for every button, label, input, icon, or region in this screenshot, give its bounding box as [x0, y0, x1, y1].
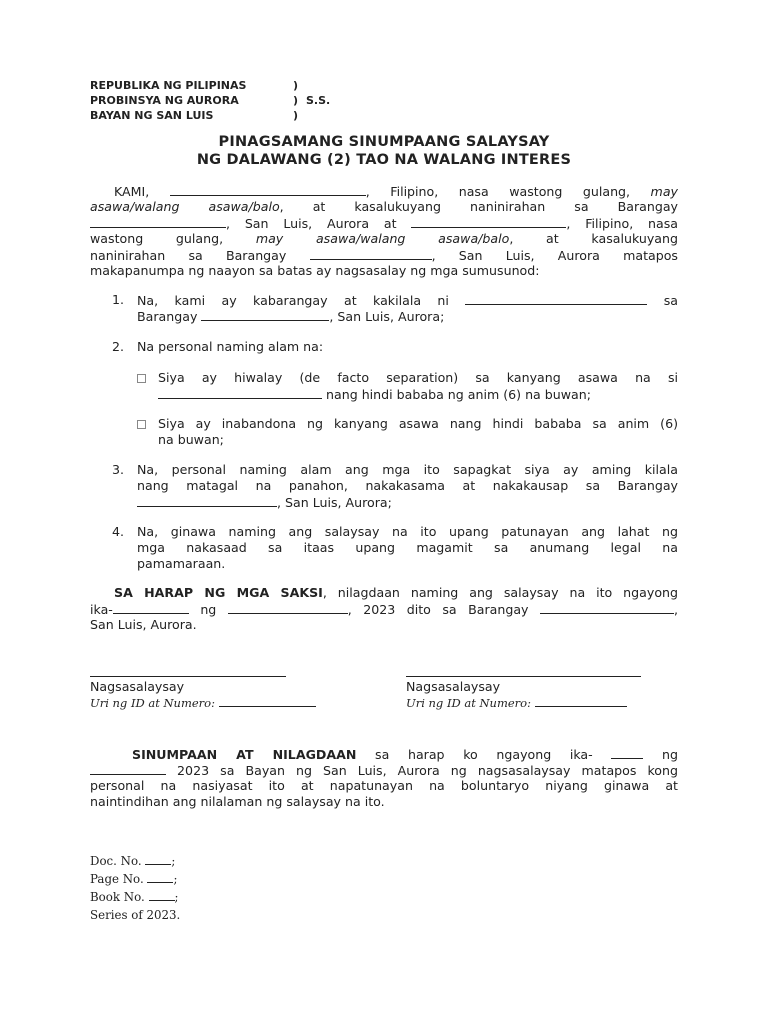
- header-row-republika: [90, 78, 390, 93]
- document-title-line2: NG DALAWANG (2) TAO NA WALANG INTERES: [196, 152, 572, 168]
- month-blank[interactable]: [228, 601, 348, 614]
- header-bayan: BAYAN NG SAN LUIS: [90, 109, 214, 122]
- intro-line-1: KAMI, , Filipino, nasa wastong gulang, may: [114, 184, 678, 199]
- name-blank[interactable]: [411, 215, 566, 228]
- document-page: REPUBLIKA NG PILIPINAS ) PROBINSYA NG AURORA ) S.S. BAYAN NG SAN LUIS ) PINAGSAMANG SINUMPAANG SALAYSAY NG DALAWANG (2) TAO NA WALANG INTERES KAMI, , Filipino, nasa wastong gulang, may asawa/walang asawa/balo, at kasalukuyang naninirahan sa Barangay , San Luis, Aurora at , Filipino, nasa wastong gulang, may asawa/walang asawa/balo, at kasalukuyang naninirahan sa Barangay , San Luis, Aurora matapos makapanumpa ng naayon sa batas ay nagsasalay ng mga sumusunod: 1. Na, kami ay kabarangay at kakilala ni sa Barangay , San Luis, Aurora; 2. Na personal naming alam na: Siya ay hiwalay (de facto separation) sa kanyang asawa na si nang hindi bababa ng anim (6) na buwan; Siya ay inabandona ng kanyang asawa nang hindi bababa sa anim (6) na buwan; 3. Na, personal naming alam ang mga ito sapagkat siya ay aming kilala nang matagal na panahon, nakakasama at nakakausap sa Barangay , San Luis, Aurora; 4. Na, ginawa naming ang salaysay na ito upang patunayan ang lahat ng mga nakasaad sa itaas upang magamit sa anumang legal na pamamaraan. SA HARAP NG MGA SAKSI, nilagdaan naming ang salaysay na ito ngayong ika- ng , 2023 dito sa Barangay , San Luis, Aurora. Nagsasalaysay Nagsasalaysay Uri ng ID at Numero: Uri ng ID at Numero: SINUMPAAN AT NILAGDAAN sa harap ko ngayong ika- ng 2023 sa Bayan ng San Luis, Aurora ng nagsasalaysay matapos kong personal na nasiyasat ito at napatunayan na boluntaryo niyang ginawa at naintindihan ang nilalaman ng salaysay na ito. Doc. No. ; Page No. ; Book No. ; Series of 2023.: [0, 0, 768, 1024]
- witness-paragraph: SA HARAP NG MGA SAKSI, nilagdaan naming ang salaysay na ito ngayong ika- ng , 2023 dito sa Barangay , San Luis, Aurora.: [90, 585, 678, 632]
- affiant-label-left: Nagsasalaysay: [90, 679, 185, 694]
- checkbox[interactable]: [137, 374, 146, 383]
- header-probinsya: PROBINSYA NG AURORA: [90, 94, 239, 107]
- id-label-right: Uri ng ID at Numero:: [406, 695, 627, 711]
- barangay-blank[interactable]: [137, 494, 277, 507]
- barangay-blank[interactable]: [90, 215, 226, 228]
- name-blank[interactable]: [465, 292, 647, 305]
- barangay-blank[interactable]: [201, 308, 329, 321]
- intro-line-2: asawa/walang asawa/balo, at kasalukuyang naninirahan sa Barangay: [90, 199, 678, 214]
- spouse-name-blank[interactable]: [158, 386, 322, 399]
- checkbox[interactable]: [137, 420, 146, 429]
- header-republika: REPUBLIKA NG PILIPINAS: [90, 79, 247, 92]
- intro-line-6: makapanumpa ng naayon sa batas ay nagsasalay ng mga sumusunod:: [90, 263, 540, 278]
- header-ss: S.S.: [306, 94, 331, 107]
- day-blank[interactable]: [611, 746, 643, 759]
- intro-paragraph: [90, 183, 678, 279]
- header-paren: ): [293, 94, 299, 107]
- doc-no: Doc. No. ;: [90, 854, 176, 868]
- header-block: [90, 78, 390, 123]
- book-no: Book No. ;: [90, 890, 179, 904]
- header-row-probinsya: [90, 93, 390, 108]
- document-title-line1: PINAGSAMANG SINUMPAANG SALAYSAY: [218, 134, 550, 150]
- series: Series of 2023.: [90, 908, 181, 922]
- header-row-bayan: [90, 108, 390, 123]
- id-label-left: Uri ng ID at Numero:: [90, 695, 316, 711]
- id-number-blank[interactable]: [219, 695, 316, 707]
- id-number-blank[interactable]: [535, 695, 627, 707]
- header-paren: ): [293, 109, 299, 122]
- barangay-blank[interactable]: [310, 247, 432, 260]
- sworn-paragraph: SINUMPAAN AT NILAGDAAN sa harap ko ngayong ika- ng 2023 sa Bayan ng San Luis, Aurora ng nagsasalaysay matapos kong personal na nasiyasat ito at napatunayan na boluntaryo niyang ginawa at naintindihan ang nilalaman ng salaysay na ito.: [90, 747, 678, 809]
- intro-line-4: wastong gulang, may asawa/walang asawa/balo, at kasalukuyang: [90, 231, 678, 246]
- month-blank[interactable]: [90, 762, 166, 775]
- page-no: Page No. ;: [90, 872, 178, 886]
- affiant-label-right: Nagsasalaysay: [406, 679, 501, 694]
- signature-line-right[interactable]: [406, 676, 641, 677]
- signature-line-left[interactable]: [90, 676, 286, 677]
- intro-line-5: naninirahan sa Barangay , San Luis, Aurora matapos: [90, 248, 678, 263]
- intro-line-3: , San Luis, Aurora at , Filipino, nasa: [90, 215, 678, 231]
- header-paren: ): [293, 79, 299, 92]
- notarial-details: [90, 852, 180, 924]
- barangay-blank[interactable]: [540, 601, 674, 614]
- name-blank[interactable]: [170, 183, 366, 196]
- day-blank[interactable]: [113, 601, 189, 614]
